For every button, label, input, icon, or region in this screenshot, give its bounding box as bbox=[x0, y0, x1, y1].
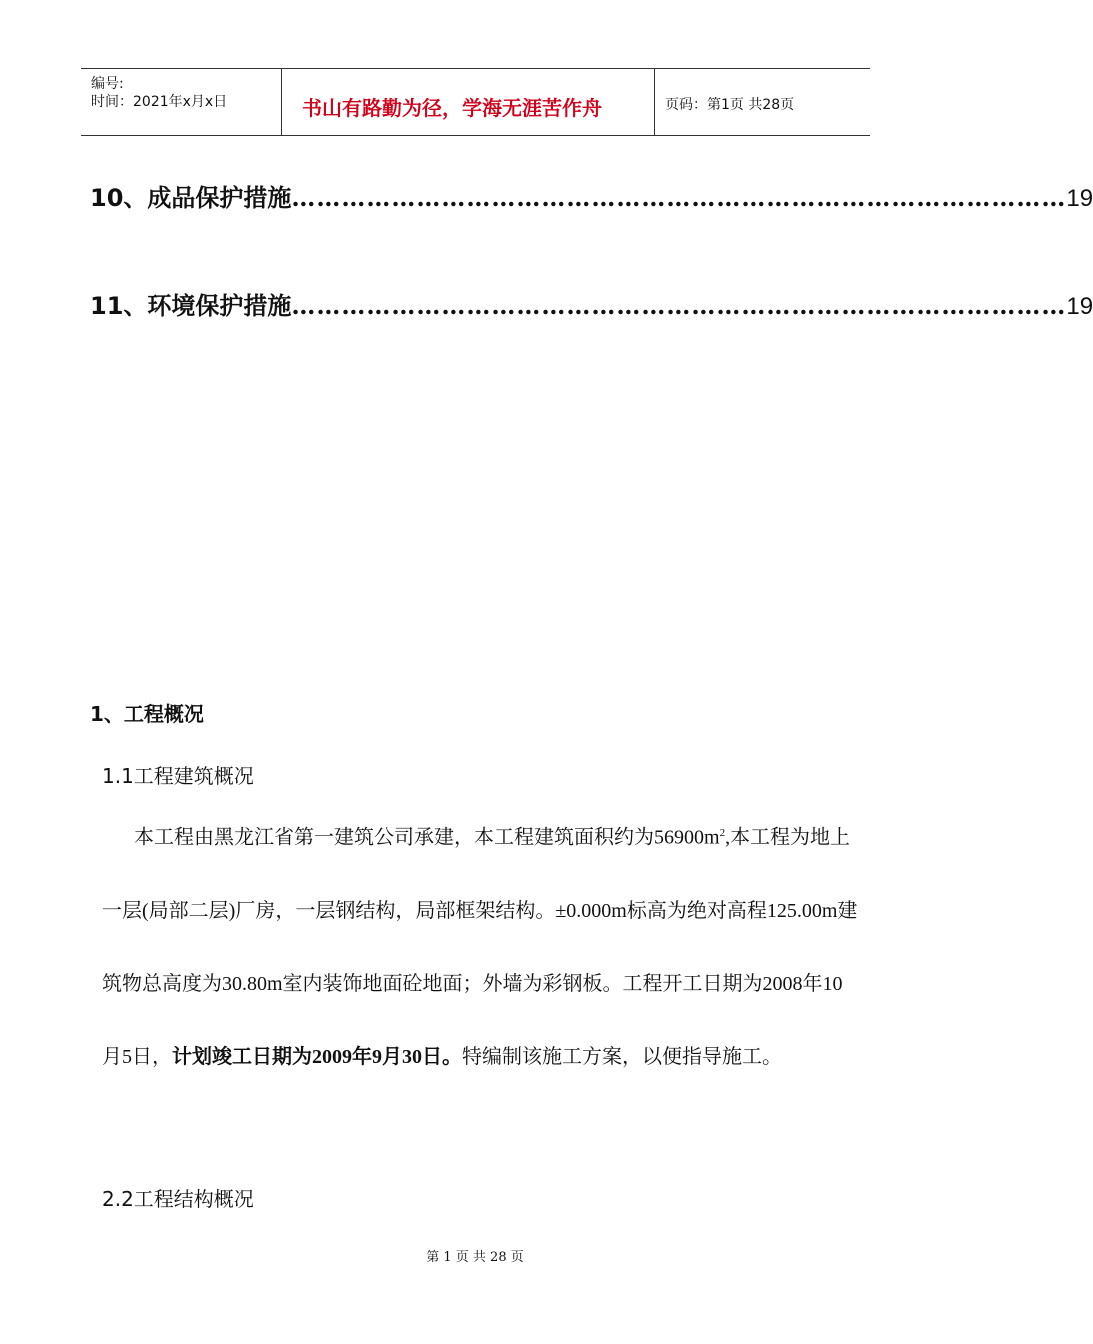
toc-entry[interactable] bbox=[90, 286, 1093, 321]
toc-leader-dots: ………………………………………………………………………………… bbox=[291, 291, 1067, 320]
toc-entry-page: 19 bbox=[1066, 293, 1093, 320]
header-page-code: 页码：第1页 共28页 bbox=[665, 97, 795, 113]
paragraph-bold-text: 计划竣工日期为2009年9月30日。 bbox=[172, 1045, 462, 1068]
header-meta-cell bbox=[81, 69, 282, 135]
paragraph-text: 特编制该施工方案，以便指导施工。 bbox=[462, 1045, 782, 1068]
toc-entry-label: 11、环境保护措施 bbox=[90, 292, 292, 320]
subsection-title: 1.1工程建筑概况 bbox=[102, 764, 254, 788]
toc-entry-label: 10、成品保护措施 bbox=[90, 184, 292, 212]
subsection-title: 2.2工程结构概况 bbox=[102, 1187, 254, 1211]
paragraph-text: 本工程由黑龙江省第一建筑公司承建，本工程建筑面积约为56900m bbox=[134, 826, 720, 849]
section-title: 1、工程概况 bbox=[90, 702, 204, 726]
toc-entry-page: 19 bbox=[1066, 185, 1093, 212]
page-footer: 第 1 页 共 28 页 bbox=[426, 1250, 524, 1265]
header-page-cell bbox=[655, 69, 870, 135]
toc-entry[interactable] bbox=[90, 178, 1093, 213]
document-date: 时间：2021年x月x日 bbox=[91, 94, 228, 110]
document-number-label: 编号: bbox=[91, 76, 124, 92]
header-motto-cell bbox=[282, 69, 655, 135]
superscript: 2 bbox=[719, 827, 726, 839]
toc-leader-dots: ………………………………………………………………………………… bbox=[291, 183, 1067, 212]
body-paragraph bbox=[102, 797, 862, 1094]
document-header bbox=[81, 68, 870, 136]
paragraph-text: ,本工程为地上一层(局部二层)厂房，一层钢结构，局部框架结构。±0.000m标高为绝对高程125.00m建筑物总高度为30.80m室内装饰地面砼地面；外墙为彩钢板。工程开工日期为2008年10月5日， bbox=[102, 826, 858, 1068]
header-motto: 书山有路勤为径，学海无涯苦作舟 bbox=[302, 96, 602, 120]
